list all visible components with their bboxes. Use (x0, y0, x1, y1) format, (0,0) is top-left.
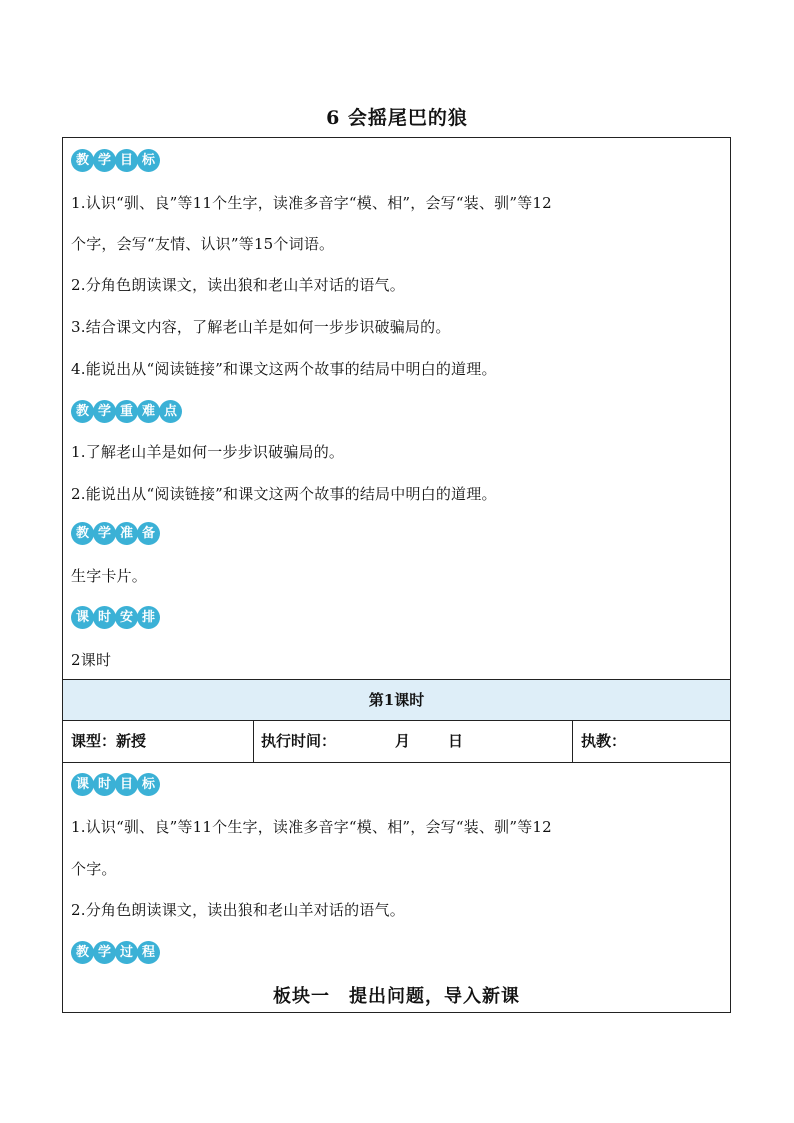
badge-char: 时 (93, 606, 116, 629)
badge-char: 课 (71, 773, 94, 796)
badge-char: 目 (115, 773, 138, 796)
month-label: 月 (395, 732, 411, 750)
badge-char: 准 (115, 522, 138, 545)
badge-char: 标 (137, 773, 160, 796)
badge-teaching-goals (71, 149, 159, 172)
lesson-section (63, 763, 730, 1013)
goal-line: 4.能说出从“阅读链接”和课文这两个故事的结局中明白的道理。 (71, 360, 497, 378)
page-title: 6 会摇尾巴的狼 (326, 107, 468, 129)
block-heading: 板块一 提出问题，导入新课 (273, 986, 520, 1007)
badge-char: 学 (93, 941, 116, 964)
badge-char: 过 (115, 941, 138, 964)
goal-line: 1.认识“驯、良”等11个生字，读准多音字“模、相”，会写“装、驯”等12 (71, 194, 552, 212)
badge-process (71, 941, 159, 964)
lesson-type: 课型：新授 (71, 732, 147, 750)
lesson-goal-line: 2.分角色朗读课文，读出狼和老山羊对话的语气。 (71, 901, 405, 919)
badge-char: 课 (71, 606, 94, 629)
badge-char: 教 (71, 522, 94, 545)
badge-char: 教 (71, 941, 94, 964)
badge-preparation (71, 522, 159, 545)
badge-char: 学 (93, 522, 116, 545)
overview-section (63, 138, 730, 679)
badge-char: 教 (71, 400, 94, 423)
badge-char: 学 (93, 400, 116, 423)
badge-char: 教 (71, 149, 94, 172)
teacher-label: 执教： (581, 732, 627, 750)
badge-lesson-goals (71, 773, 159, 796)
key-point-line: 2.能说出从“阅读链接”和课文这两个故事的结局中明白的道理。 (71, 485, 497, 503)
badge-key-points (71, 400, 181, 423)
lesson-banner: 第1课时 (63, 679, 730, 721)
lesson-goal-line: 个字。 (71, 860, 117, 878)
goal-line: 3.结合课文内容，了解老山羊是如何一步步识破骗局的。 (71, 318, 451, 336)
lesson-plan-table (62, 137, 731, 1013)
goal-line: 2.分角色朗读课文，读出狼和老山羊对话的语气。 (71, 276, 405, 294)
badge-char: 程 (137, 941, 160, 964)
preparation-text: 生字卡片。 (71, 567, 148, 585)
badge-char: 备 (137, 522, 160, 545)
cell-divider (572, 721, 573, 762)
badge-char: 重 (115, 400, 138, 423)
key-point-line: 1.了解老山羊是如何一步步识破骗局的。 (71, 443, 345, 461)
lesson-meta-row (63, 721, 730, 763)
schedule-text: 2课时 (71, 651, 112, 669)
badge-char: 难 (137, 400, 160, 423)
lesson-goal-line: 1.认识“驯、良”等11个生字，读准多音字“模、相”，会写“装、驯”等12 (71, 818, 552, 836)
badge-schedule (71, 606, 159, 629)
day-label: 日 (448, 732, 464, 750)
badge-char: 排 (137, 606, 160, 629)
goal-line: 个字，会写“友情、认识”等15个词语。 (71, 235, 335, 253)
badge-char: 目 (115, 149, 138, 172)
execution-time-label: 执行时间： (261, 732, 337, 750)
badge-char: 标 (137, 149, 160, 172)
cell-divider (253, 721, 254, 762)
badge-char: 时 (93, 773, 116, 796)
badge-char: 点 (159, 400, 182, 423)
badge-char: 安 (115, 606, 138, 629)
badge-char: 学 (93, 149, 116, 172)
